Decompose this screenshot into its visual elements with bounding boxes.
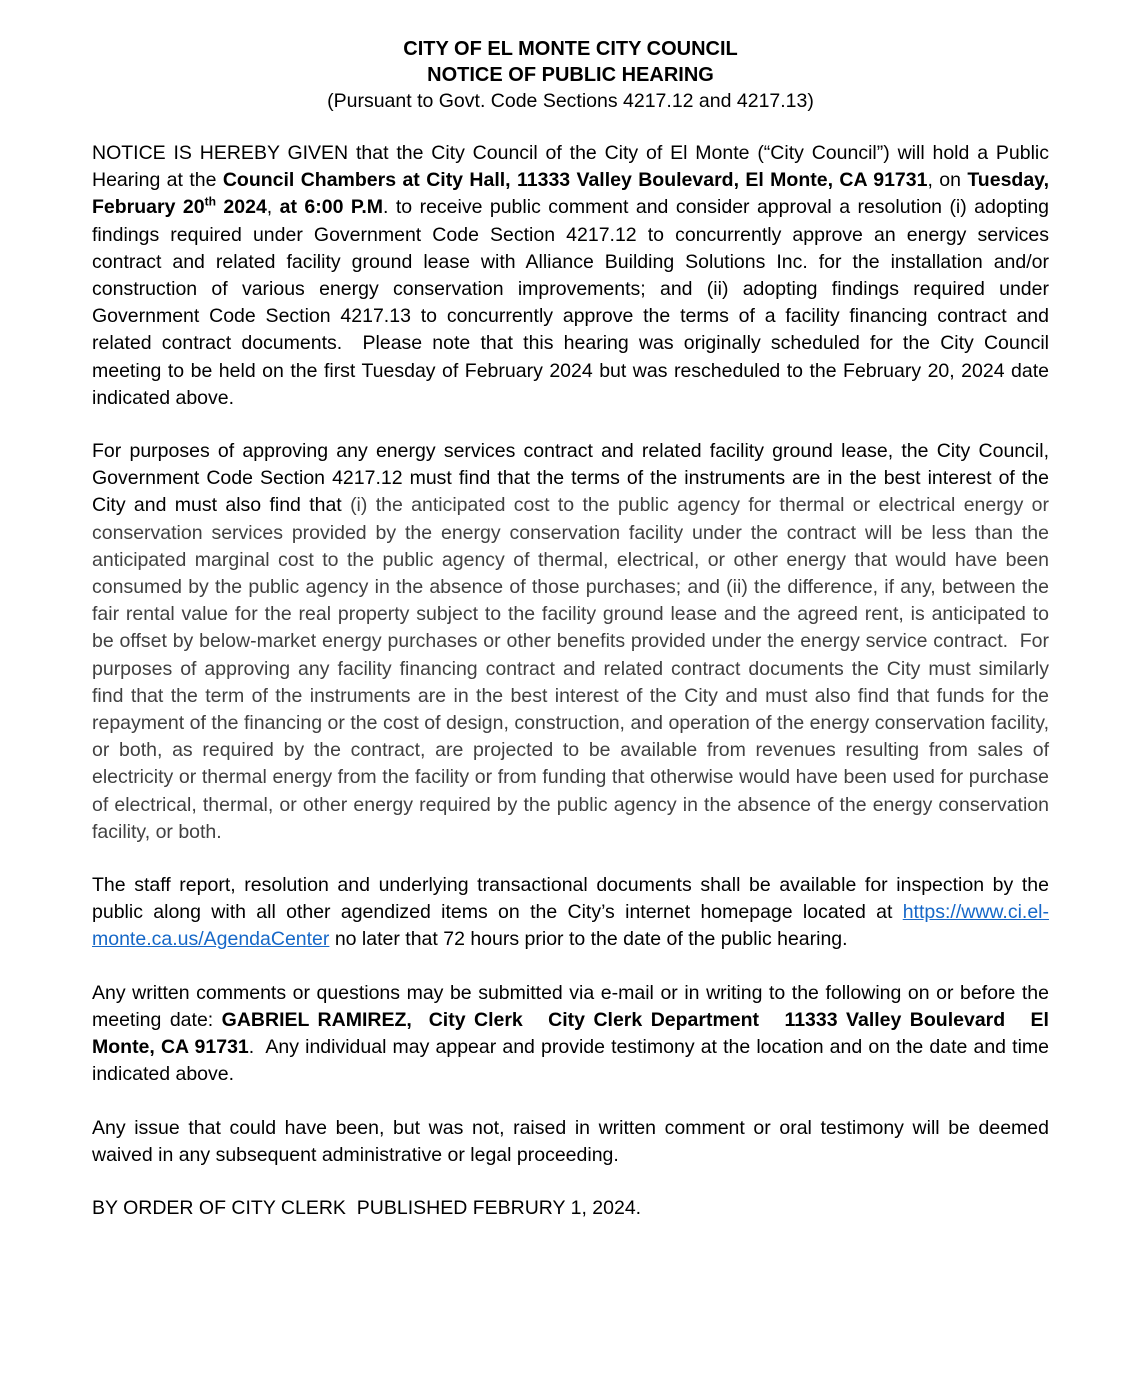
text-run: no later that 72 hours prior to the date of the public hearing. bbox=[329, 928, 848, 951]
text-run: th bbox=[204, 194, 216, 209]
text-run: Any issue that could have been, but was not, raised in written comment or oral testimony will be deemed waived in any subsequent administrative or legal proceeding. bbox=[92, 1116, 1049, 1166]
notice-title-line1: CITY OF EL MONTE CITY COUNCIL bbox=[403, 38, 738, 60]
order-published-line: BY ORDER OF CITY CLERK PUBLISHED FEBRURY 1, 2024. bbox=[92, 1196, 642, 1219]
notice-title-line2: NOTICE OF PUBLIC HEARING bbox=[427, 64, 714, 86]
agenda-center-link[interactable]: https://www.ci.el-monte.ca.us/AgendaCenter bbox=[92, 901, 1049, 951]
text-run: . Any individual may appear and provide testimony at the location and on the date and time indicated above. bbox=[92, 1036, 1049, 1086]
text-run: , bbox=[266, 196, 280, 219]
paragraph-hearing-notice bbox=[92, 140, 1049, 412]
text-run: , on bbox=[927, 169, 968, 192]
text-run: For purposes of approving any energy services contract and related facility ground lease, the City Council, Government Code Section 4217.12 must find that the terms of the instruments are in the best interest of the City and must also find that bbox=[92, 440, 1049, 517]
text-run: GABRIEL RAMIREZ, City Clerk City Clerk Department 11333 Valley Boulevard El Monte, CA 91731 bbox=[92, 1008, 1049, 1059]
text-run: 2024 bbox=[215, 196, 267, 219]
paragraph-staff-report-availability bbox=[92, 872, 1049, 954]
paragraph-written-comments bbox=[92, 980, 1049, 1089]
text-run: . to receive public comment and consider approval a resolution (i) adopting findings required under Government Code Section 4217.12 to concurrently approve an energy services contract and related facility ground lease with Alliance Building Solutions Inc. for the installation and/or construction of various energy conservation improvements; and (ii) adopting findings required under Government Code Section 4217.13 to concurrently approve the terms of a facility financing contract and related contract documents. Please note that this hearing was originally scheduled for the City Council meeting to be held on the first Tuesday of February 2024 but was rescheduled to the February 20, 2024 date indicated above. bbox=[92, 196, 1050, 409]
notice-subtitle: (Pursuant to Govt. Code Sections 4217.12 and 4217.13) bbox=[327, 90, 814, 112]
text-run: NOTICE IS HEREBY GIVEN that the City Council of the City of El Monte (“City Council”) will hold a Public Hearing at the bbox=[92, 142, 1049, 192]
text-run: Any written comments or questions may be submitted via e-mail or in writing to the following on or before the meeting date: bbox=[92, 981, 1049, 1031]
text-run: Council Chambers at City Hall, 11333 Valley Boulevard, El Monte, CA 91731 bbox=[222, 169, 928, 192]
text-run: (i) the anticipated cost to the public agency for thermal or electrical energy or conservation services provided by the energy conservation facility under the contract will be less than the anticipated marginal cost to the public agency of thermal, electrical, or other energy that would have been consumed by the public agency in the absence of those purchases; and (ii) the difference, if any, between the fair rental value for the real property subject to the facility ground lease and the agreed rent, is anticipated to be offset by below-market energy purchases or other benefits provided under the energy service contract. For purposes of approving any facility financing contract and related contract documents the City must similarly find that the term of the instruments are in the best interest of the City and must also find that funds for the repayment of the financing or the cost of design, construction, and operation of the energy conservation facility, or both, as required by the contract, are projected to be available from revenues resulting from sales of electricity or thermal energy from the facility or from funding that otherwise would have been used for purchase of electrical, thermal, or other energy required by the public agency in the absence of the energy conservation facility, or both. bbox=[92, 494, 1049, 843]
text-run: at 6:00 P.M bbox=[279, 196, 384, 219]
paragraph-statutory-findings bbox=[92, 438, 1049, 846]
paragraph-waiver-notice bbox=[92, 1115, 1049, 1169]
text-run: The staff report, resolution and underlying transactional documents shall be available for inspection by the public along with all other agendized items on the City’s internet homepage located at bbox=[92, 874, 1049, 924]
text-run: Tuesday, February 20 bbox=[92, 169, 1049, 219]
